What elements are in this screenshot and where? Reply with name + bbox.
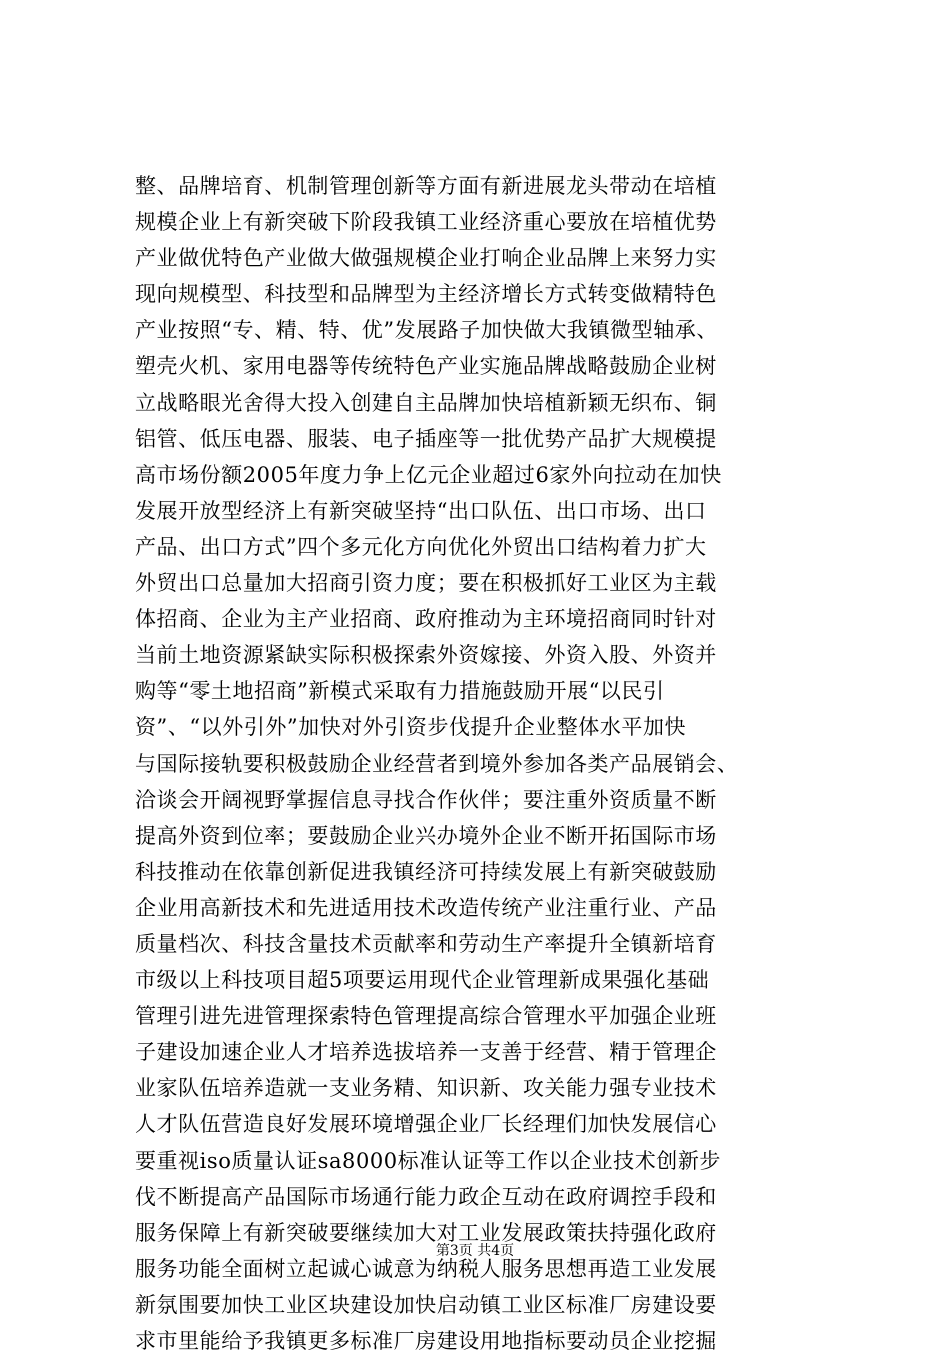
text-line: 求市里能给予我镇更多标准厂房建设用地指标要动员企业挖掘 (135, 1329, 717, 1353)
text-line: 服务保障上有新突破要继续加大对工业发展政策扶持强化政府 (135, 1220, 717, 1245)
text-line: 企业用高新技术和先进适用技术改造传统产业注重行业、产品 (135, 895, 717, 920)
text-line: 洽谈会开阔视野掌握信息寻找合作伙伴；要注重外资质量不断 (135, 787, 717, 812)
text-line: 产业做优特色产业做大做强规模企业打响企业品牌上来努力实 (135, 246, 717, 271)
text-line: 立战略眼光舍得大投入创建自主品牌加快培植新颖无织布、铜 (135, 390, 717, 415)
text-line: 规模企业上有新突破下阶段我镇工业经济重心要放在培植优势 (135, 210, 717, 235)
text-line: 高市场份额2005年度力争上亿元企业超过6家外向拉动在加快 (135, 462, 722, 487)
text-line: 购等“零土地招商”新模式采取有力措施鼓励开展“以民引 (135, 679, 665, 704)
text-line: 现向规模型、科技型和品牌型为主经济增长方式转变做精特色 (135, 282, 717, 307)
text-line: 产品、出口方式”四个多元化方向优化外贸出口结构着力扩大 (135, 534, 707, 559)
text-line: 质量档次、科技含量技术贡献率和劳动生产率提升全镇新培育 (135, 931, 717, 956)
text-line: 塑壳火机、家用电器等传统特色产业实施品牌战略鼓励企业树 (135, 354, 717, 379)
text-line: 伐不断提高产品国际市场通行能力政企互动在政府调控手段和 (135, 1184, 717, 1209)
text-line: 服务功能全面树立起诚心诚意为纳税人服务思想再造工业发展 (135, 1256, 717, 1281)
text-line: 当前土地资源紧缺实际积极探索外资嫁接、外资入股、外资并 (135, 643, 717, 668)
text-line: 要重视iso质量认证sa8000标准认证等工作以企业技术创新步 (135, 1148, 721, 1173)
text-line: 外贸出口总量加大招商引资力度；要在积极抓好工业区为主载 (135, 571, 717, 596)
text-line: 业家队伍培养造就一支业务精、知识新、攻关能力强专业技术 (135, 1076, 717, 1101)
body-text (135, 168, 855, 1359)
text-line: 市级以上科技项目超5项要运用现代企业管理新成果强化基础 (135, 968, 710, 993)
text-line: 资”、“以外引外”加快对外引资步伐提升企业整体水平加快 (135, 715, 687, 740)
text-line: 发展开放型经济上有新突破坚持“出口队伍、出口市场、出口 (135, 498, 707, 523)
text-line: 整、品牌培育、机制管理创新等方面有新进展龙头带动在培植 (135, 174, 717, 198)
page-number-label: 第3页 共4页 (435, 1243, 515, 1259)
text-line: 产业按照“专、精、特、优”发展路子加快做大我镇微型轴承、 (135, 318, 718, 343)
text-line: 人才队伍营造良好发展环境增强企业厂长经理们加快发展信心 (135, 1112, 717, 1137)
text-line: 提高外资到位率；要鼓励企业兴办境外企业不断开拓国际市场 (135, 823, 717, 848)
text-line: 体招商、企业为主产业招商、政府推动为主环境招商同时针对 (135, 607, 717, 632)
page-footer (0, 1241, 950, 1261)
text-line: 新氛围要加快工业区块建设加快启动镇工业区标准厂房建设要 (135, 1292, 717, 1317)
text-line: 子建设加速企业人才培养选拔培养一支善于经营、精于管理企 (135, 1040, 717, 1065)
text-line: 与国际接轨要积极鼓励企业经营者到境外参加各类产品展销会、 (135, 751, 739, 776)
text-line: 管理引进先进管理探索特色管理提高综合管理水平加强企业班 (135, 1004, 717, 1029)
text-line: 铝管、低压电器、服装、电子插座等一批优势产品扩大规模提 (135, 426, 717, 451)
text-line: 科技推动在依靠创新促进我镇经济可持续发展上有新突破鼓励 (135, 859, 717, 884)
